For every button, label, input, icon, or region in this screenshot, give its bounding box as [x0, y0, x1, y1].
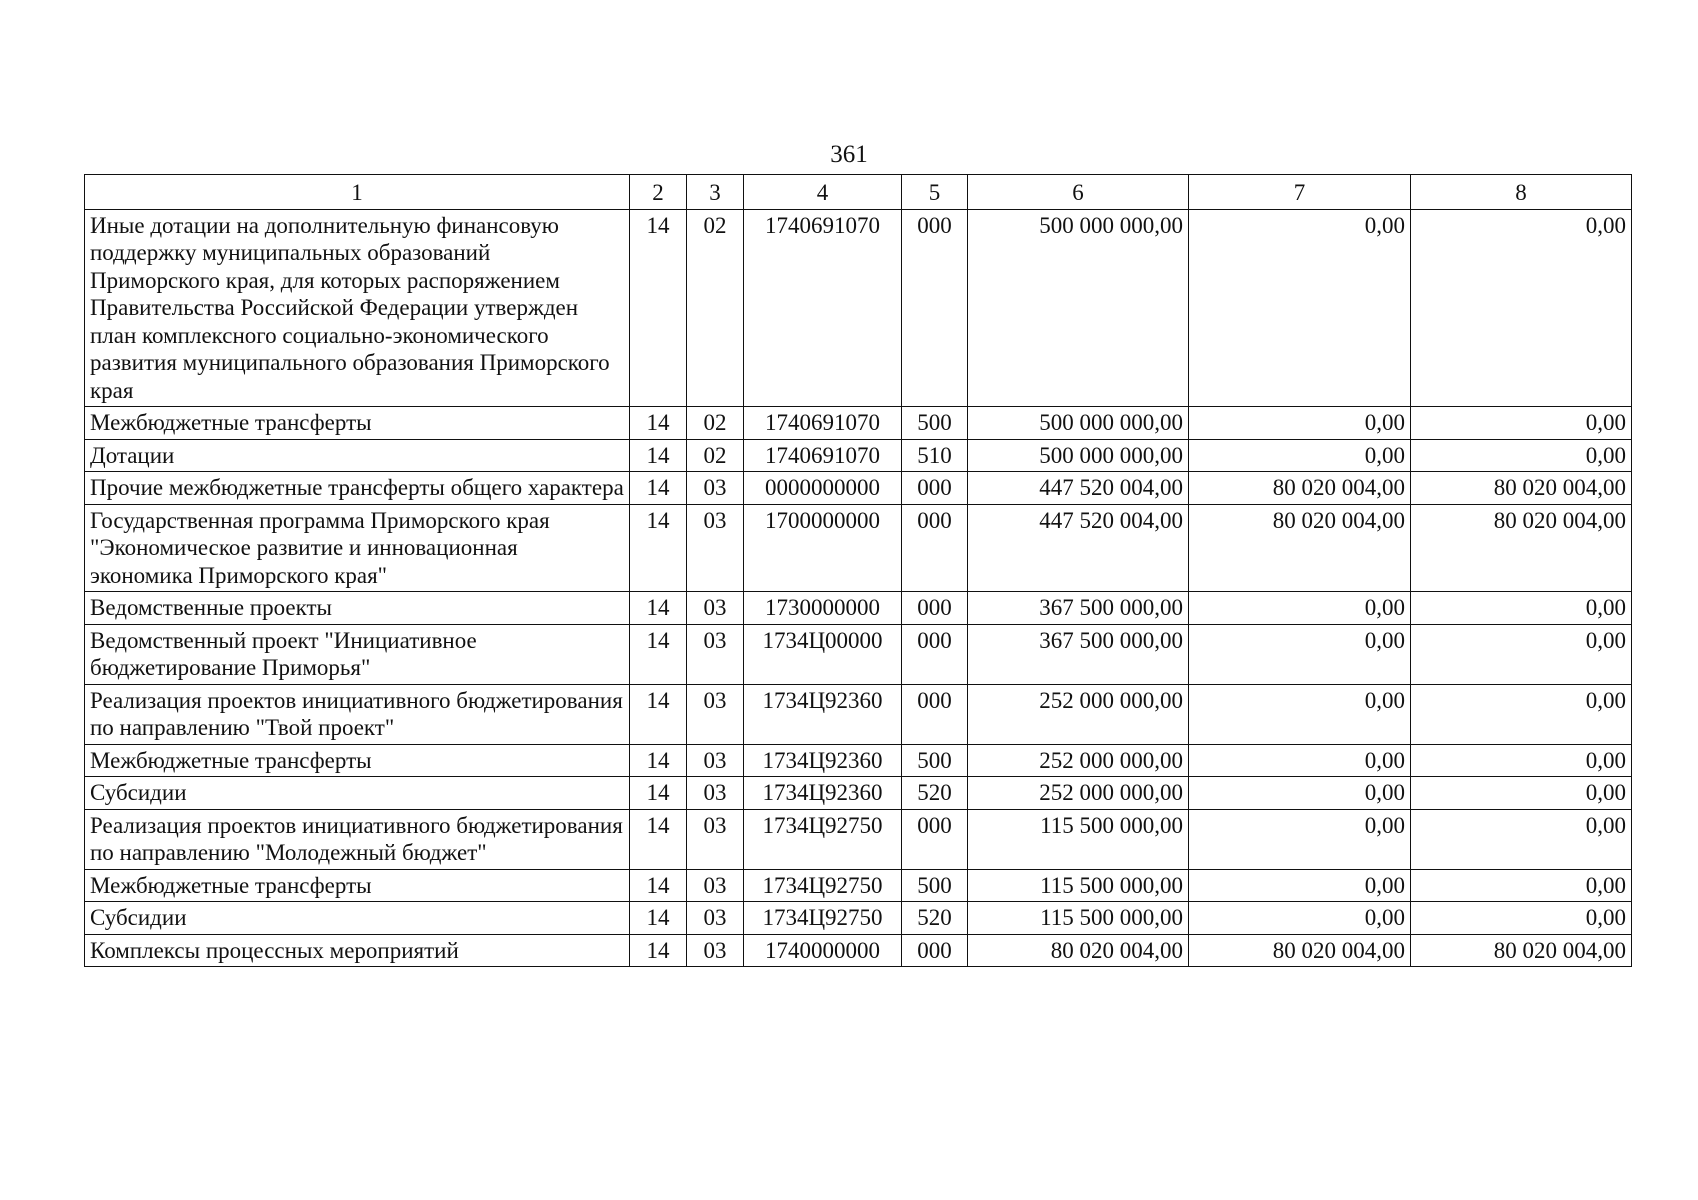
section-code: 14 — [630, 934, 687, 967]
amount-col-8: 0,00 — [1411, 869, 1632, 902]
row-name: Дотации — [85, 439, 630, 472]
amount-col-7: 0,00 — [1189, 439, 1411, 472]
expense-type-code: 000 — [902, 504, 968, 592]
expense-type-code: 520 — [902, 777, 968, 810]
amount-col-6: 80 020 004,00 — [968, 934, 1189, 967]
amount-col-7: 0,00 — [1189, 869, 1411, 902]
section-code: 14 — [630, 209, 687, 407]
amount-col-8: 0,00 — [1411, 209, 1632, 407]
subsection-code: 03 — [687, 504, 744, 592]
amount-col-7: 0,00 — [1189, 209, 1411, 407]
amount-col-7: 0,00 — [1189, 777, 1411, 810]
section-code: 14 — [630, 407, 687, 440]
amount-col-8: 0,00 — [1411, 809, 1632, 869]
subsection-code: 03 — [687, 592, 744, 625]
amount-col-8: 80 020 004,00 — [1411, 472, 1632, 505]
row-name: Реализация проектов инициативного бюджетирования по направлению "Твой проект" — [85, 684, 630, 744]
amount-col-8: 0,00 — [1411, 777, 1632, 810]
section-code: 14 — [630, 744, 687, 777]
expense-type-code: 500 — [902, 407, 968, 440]
table-row — [85, 504, 1632, 592]
section-code: 14 — [630, 869, 687, 902]
row-name: Иные дотации на дополнительную финансовую поддержку муниципальных образований Приморского края, для которых распоряжением Правительства Российской Федерации утвержден план комплексного социально-экономического развития муниципального образования Приморского края — [85, 209, 630, 407]
amount-col-7: 0,00 — [1189, 684, 1411, 744]
amount-col-6: 252 000 000,00 — [968, 684, 1189, 744]
row-name: Ведомственные проекты — [85, 592, 630, 625]
row-name: Реализация проектов инициативного бюджетирования по направлению "Молодежный бюджет" — [85, 809, 630, 869]
amount-col-8: 0,00 — [1411, 744, 1632, 777]
table-row — [85, 472, 1632, 505]
subsection-code: 03 — [687, 777, 744, 810]
target-article-code: 1734Ц92750 — [744, 869, 902, 902]
table-row — [85, 902, 1632, 935]
amount-col-6: 500 000 000,00 — [968, 209, 1189, 407]
row-name: Межбюджетные трансферты — [85, 869, 630, 902]
expense-type-code: 510 — [902, 439, 968, 472]
amount-col-6: 252 000 000,00 — [968, 744, 1189, 777]
amount-col-8: 0,00 — [1411, 684, 1632, 744]
target-article-code: 1734Ц92360 — [744, 777, 902, 810]
table-row — [85, 209, 1632, 407]
expense-type-code: 000 — [902, 209, 968, 407]
table-row — [85, 777, 1632, 810]
column-header: 3 — [687, 175, 744, 210]
amount-col-6: 500 000 000,00 — [968, 407, 1189, 440]
subsection-code: 02 — [687, 439, 744, 472]
subsection-code: 03 — [687, 869, 744, 902]
subsection-code: 02 — [687, 407, 744, 440]
section-code: 14 — [630, 472, 687, 505]
amount-col-7: 0,00 — [1189, 744, 1411, 777]
amount-col-7: 0,00 — [1189, 902, 1411, 935]
amount-col-8: 0,00 — [1411, 592, 1632, 625]
target-article-code: 1740691070 — [744, 209, 902, 407]
target-article-code: 1734Ц92750 — [744, 809, 902, 869]
row-name: Государственная программа Приморского края "Экономическое развитие и инновационная экономика Приморского края" — [85, 504, 630, 592]
row-name: Ведомственный проект "Инициативное бюджетирование Приморья" — [85, 624, 630, 684]
amount-col-6: 500 000 000,00 — [968, 439, 1189, 472]
target-article-code: 0000000000 — [744, 472, 902, 505]
table-row — [85, 684, 1632, 744]
expense-type-code: 000 — [902, 809, 968, 869]
target-article-code: 1734Ц92360 — [744, 744, 902, 777]
amount-col-7: 80 020 004,00 — [1189, 504, 1411, 592]
column-header: 2 — [630, 175, 687, 210]
amount-col-7: 80 020 004,00 — [1189, 934, 1411, 967]
amount-col-8: 0,00 — [1411, 407, 1632, 440]
amount-col-8: 80 020 004,00 — [1411, 934, 1632, 967]
section-code: 14 — [630, 504, 687, 592]
table-row — [85, 592, 1632, 625]
amount-col-6: 447 520 004,00 — [968, 472, 1189, 505]
row-name: Комплексы процессных мероприятий — [85, 934, 630, 967]
table-row — [85, 869, 1632, 902]
section-code: 14 — [630, 439, 687, 472]
column-header: 4 — [744, 175, 902, 210]
amount-col-6: 115 500 000,00 — [968, 809, 1189, 869]
amount-col-6: 367 500 000,00 — [968, 592, 1189, 625]
subsection-code: 02 — [687, 209, 744, 407]
amount-col-7: 0,00 — [1189, 809, 1411, 869]
target-article-code: 1734Ц92750 — [744, 902, 902, 935]
table-row — [85, 439, 1632, 472]
subsection-code: 03 — [687, 624, 744, 684]
amount-col-6: 367 500 000,00 — [968, 624, 1189, 684]
amount-col-7: 0,00 — [1189, 592, 1411, 625]
header-row — [85, 175, 1632, 210]
column-header: 1 — [85, 175, 630, 210]
expense-type-code: 520 — [902, 902, 968, 935]
subsection-code: 03 — [687, 902, 744, 935]
subsection-code: 03 — [687, 809, 744, 869]
amount-col-7: 0,00 — [1189, 624, 1411, 684]
target-article-code: 1740000000 — [744, 934, 902, 967]
expense-type-code: 000 — [902, 684, 968, 744]
page-number: 361 — [830, 141, 868, 168]
section-code: 14 — [630, 684, 687, 744]
target-article-code: 1734Ц00000 — [744, 624, 902, 684]
amount-col-7: 0,00 — [1189, 407, 1411, 440]
row-name: Прочие межбюджетные трансферты общего характера — [85, 472, 630, 505]
section-code: 14 — [630, 624, 687, 684]
row-name: Субсидии — [85, 902, 630, 935]
budget-table — [84, 174, 1632, 967]
column-header: 7 — [1189, 175, 1411, 210]
expense-type-code: 000 — [902, 472, 968, 505]
target-article-code: 1740691070 — [744, 439, 902, 472]
target-article-code: 1700000000 — [744, 504, 902, 592]
amount-col-8: 80 020 004,00 — [1411, 504, 1632, 592]
row-name: Межбюджетные трансферты — [85, 744, 630, 777]
row-name: Субсидии — [85, 777, 630, 810]
subsection-code: 03 — [687, 934, 744, 967]
column-header: 8 — [1411, 175, 1632, 210]
expense-type-code: 000 — [902, 592, 968, 625]
amount-col-8: 0,00 — [1411, 439, 1632, 472]
amount-col-6: 252 000 000,00 — [968, 777, 1189, 810]
column-header: 6 — [968, 175, 1189, 210]
subsection-code: 03 — [687, 744, 744, 777]
target-article-code: 1740691070 — [744, 407, 902, 440]
amount-col-7: 80 020 004,00 — [1189, 472, 1411, 505]
section-code: 14 — [630, 592, 687, 625]
amount-col-8: 0,00 — [1411, 624, 1632, 684]
expense-type-code: 500 — [902, 744, 968, 777]
table-row — [85, 624, 1632, 684]
column-header: 5 — [902, 175, 968, 210]
section-code: 14 — [630, 777, 687, 810]
amount-col-6: 115 500 000,00 — [968, 902, 1189, 935]
table-row — [85, 934, 1632, 967]
table-row — [85, 809, 1632, 869]
expense-type-code: 500 — [902, 869, 968, 902]
amount-col-6: 115 500 000,00 — [968, 869, 1189, 902]
target-article-code: 1734Ц92360 — [744, 684, 902, 744]
subsection-code: 03 — [687, 472, 744, 505]
amount-col-8: 0,00 — [1411, 902, 1632, 935]
subsection-code: 03 — [687, 684, 744, 744]
target-article-code: 1730000000 — [744, 592, 902, 625]
expense-type-code: 000 — [902, 624, 968, 684]
row-name: Межбюджетные трансферты — [85, 407, 630, 440]
section-code: 14 — [630, 809, 687, 869]
expense-type-code: 000 — [902, 934, 968, 967]
table-row — [85, 744, 1632, 777]
table-row — [85, 407, 1632, 440]
amount-col-6: 447 520 004,00 — [968, 504, 1189, 592]
section-code: 14 — [630, 902, 687, 935]
